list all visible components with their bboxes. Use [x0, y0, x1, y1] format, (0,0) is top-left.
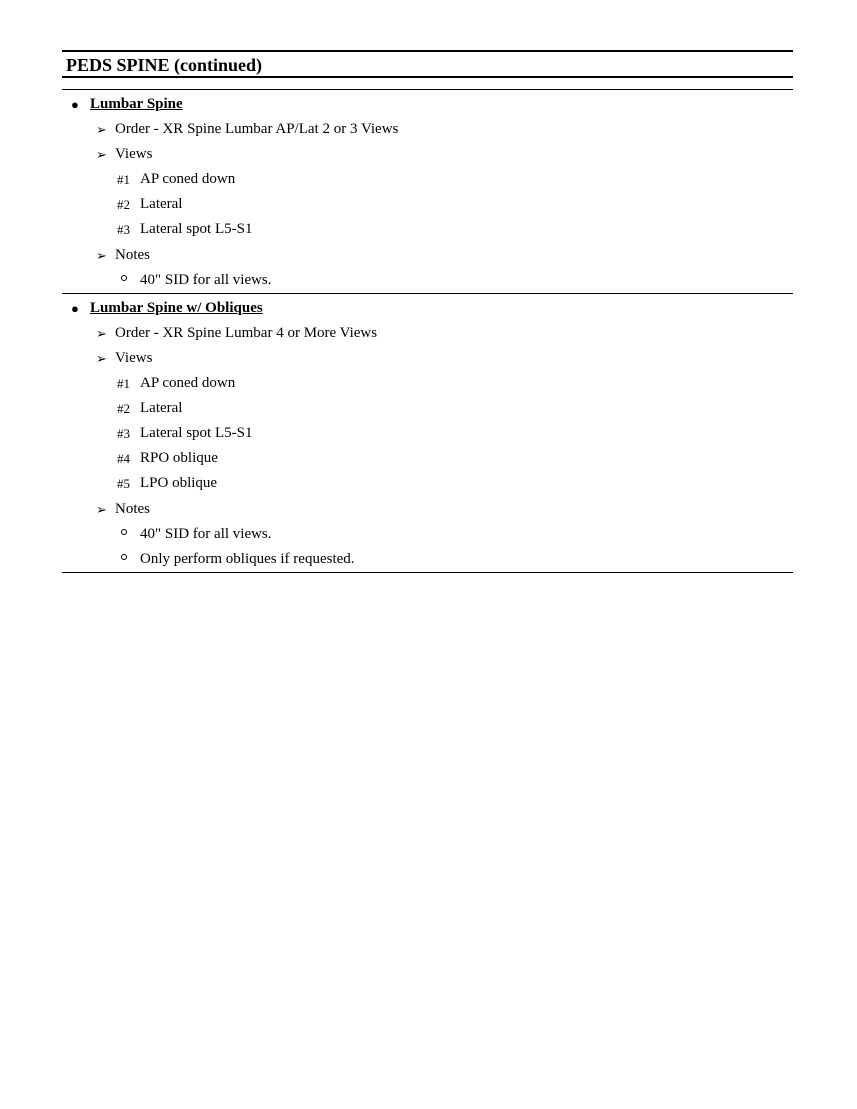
arrow-bullet-icon: ➢ — [96, 122, 107, 138]
circle-bullet-icon — [121, 529, 127, 535]
document-page — [62, 50, 793, 573]
view-number: #1 — [117, 172, 130, 188]
view-number: #1 — [117, 376, 130, 392]
view-text: LPO oblique — [140, 475, 218, 492]
view-text: RPO oblique — [140, 450, 218, 467]
arrow-bullet-icon: ➢ — [96, 247, 107, 263]
view-number: #3 — [117, 426, 130, 442]
section-title: Lumbar Spine w/ Obliques — [90, 299, 263, 316]
circle-bullet-icon — [121, 554, 127, 560]
view-text: AP coned down — [140, 171, 236, 188]
bullet-icon: ● — [71, 97, 79, 112]
arrow-bullet-icon: ➢ — [96, 350, 107, 366]
views-label: Views — [115, 146, 153, 163]
view-number: #5 — [117, 476, 130, 492]
view-number: #3 — [117, 222, 130, 238]
view-text: Lateral spot L5-S1 — [140, 221, 253, 238]
notes-label: Notes — [115, 246, 150, 263]
page-title: PEDS SPINE (continued) — [66, 55, 263, 75]
note-text: 40" SID for all views. — [140, 525, 272, 542]
bullet-icon: ● — [71, 300, 79, 316]
view-number: #2 — [117, 401, 130, 417]
view-text: Lateral — [140, 196, 183, 213]
notes-label: Notes — [115, 500, 150, 517]
arrow-bullet-icon: ➢ — [96, 147, 107, 163]
note-text: 40" SID for all views. — [140, 271, 272, 288]
order-text: Order - XR Spine Lumbar 4 or More Views — [115, 324, 378, 341]
view-text: Lateral — [140, 400, 183, 417]
header-divider — [62, 78, 793, 90]
section-lumbar-spine — [62, 90, 793, 294]
view-text: AP coned down — [140, 375, 236, 392]
note-text: Only perform obliques if requested. — [140, 550, 355, 567]
arrow-bullet-icon: ➢ — [96, 501, 107, 517]
section-lumbar-spine-obliques — [62, 294, 793, 573]
view-text: Lateral spot L5-S1 — [140, 425, 253, 442]
order-text: Order - XR Spine Lumbar AP/Lat 2 or 3 Views — [115, 121, 399, 138]
view-number: #2 — [117, 197, 130, 213]
views-label: Views — [115, 349, 153, 366]
view-number: #4 — [117, 451, 130, 467]
circle-bullet-icon — [121, 275, 127, 281]
page-header — [62, 50, 793, 78]
arrow-bullet-icon: ➢ — [96, 325, 107, 341]
section-title: Lumbar Spine — [90, 96, 183, 112]
